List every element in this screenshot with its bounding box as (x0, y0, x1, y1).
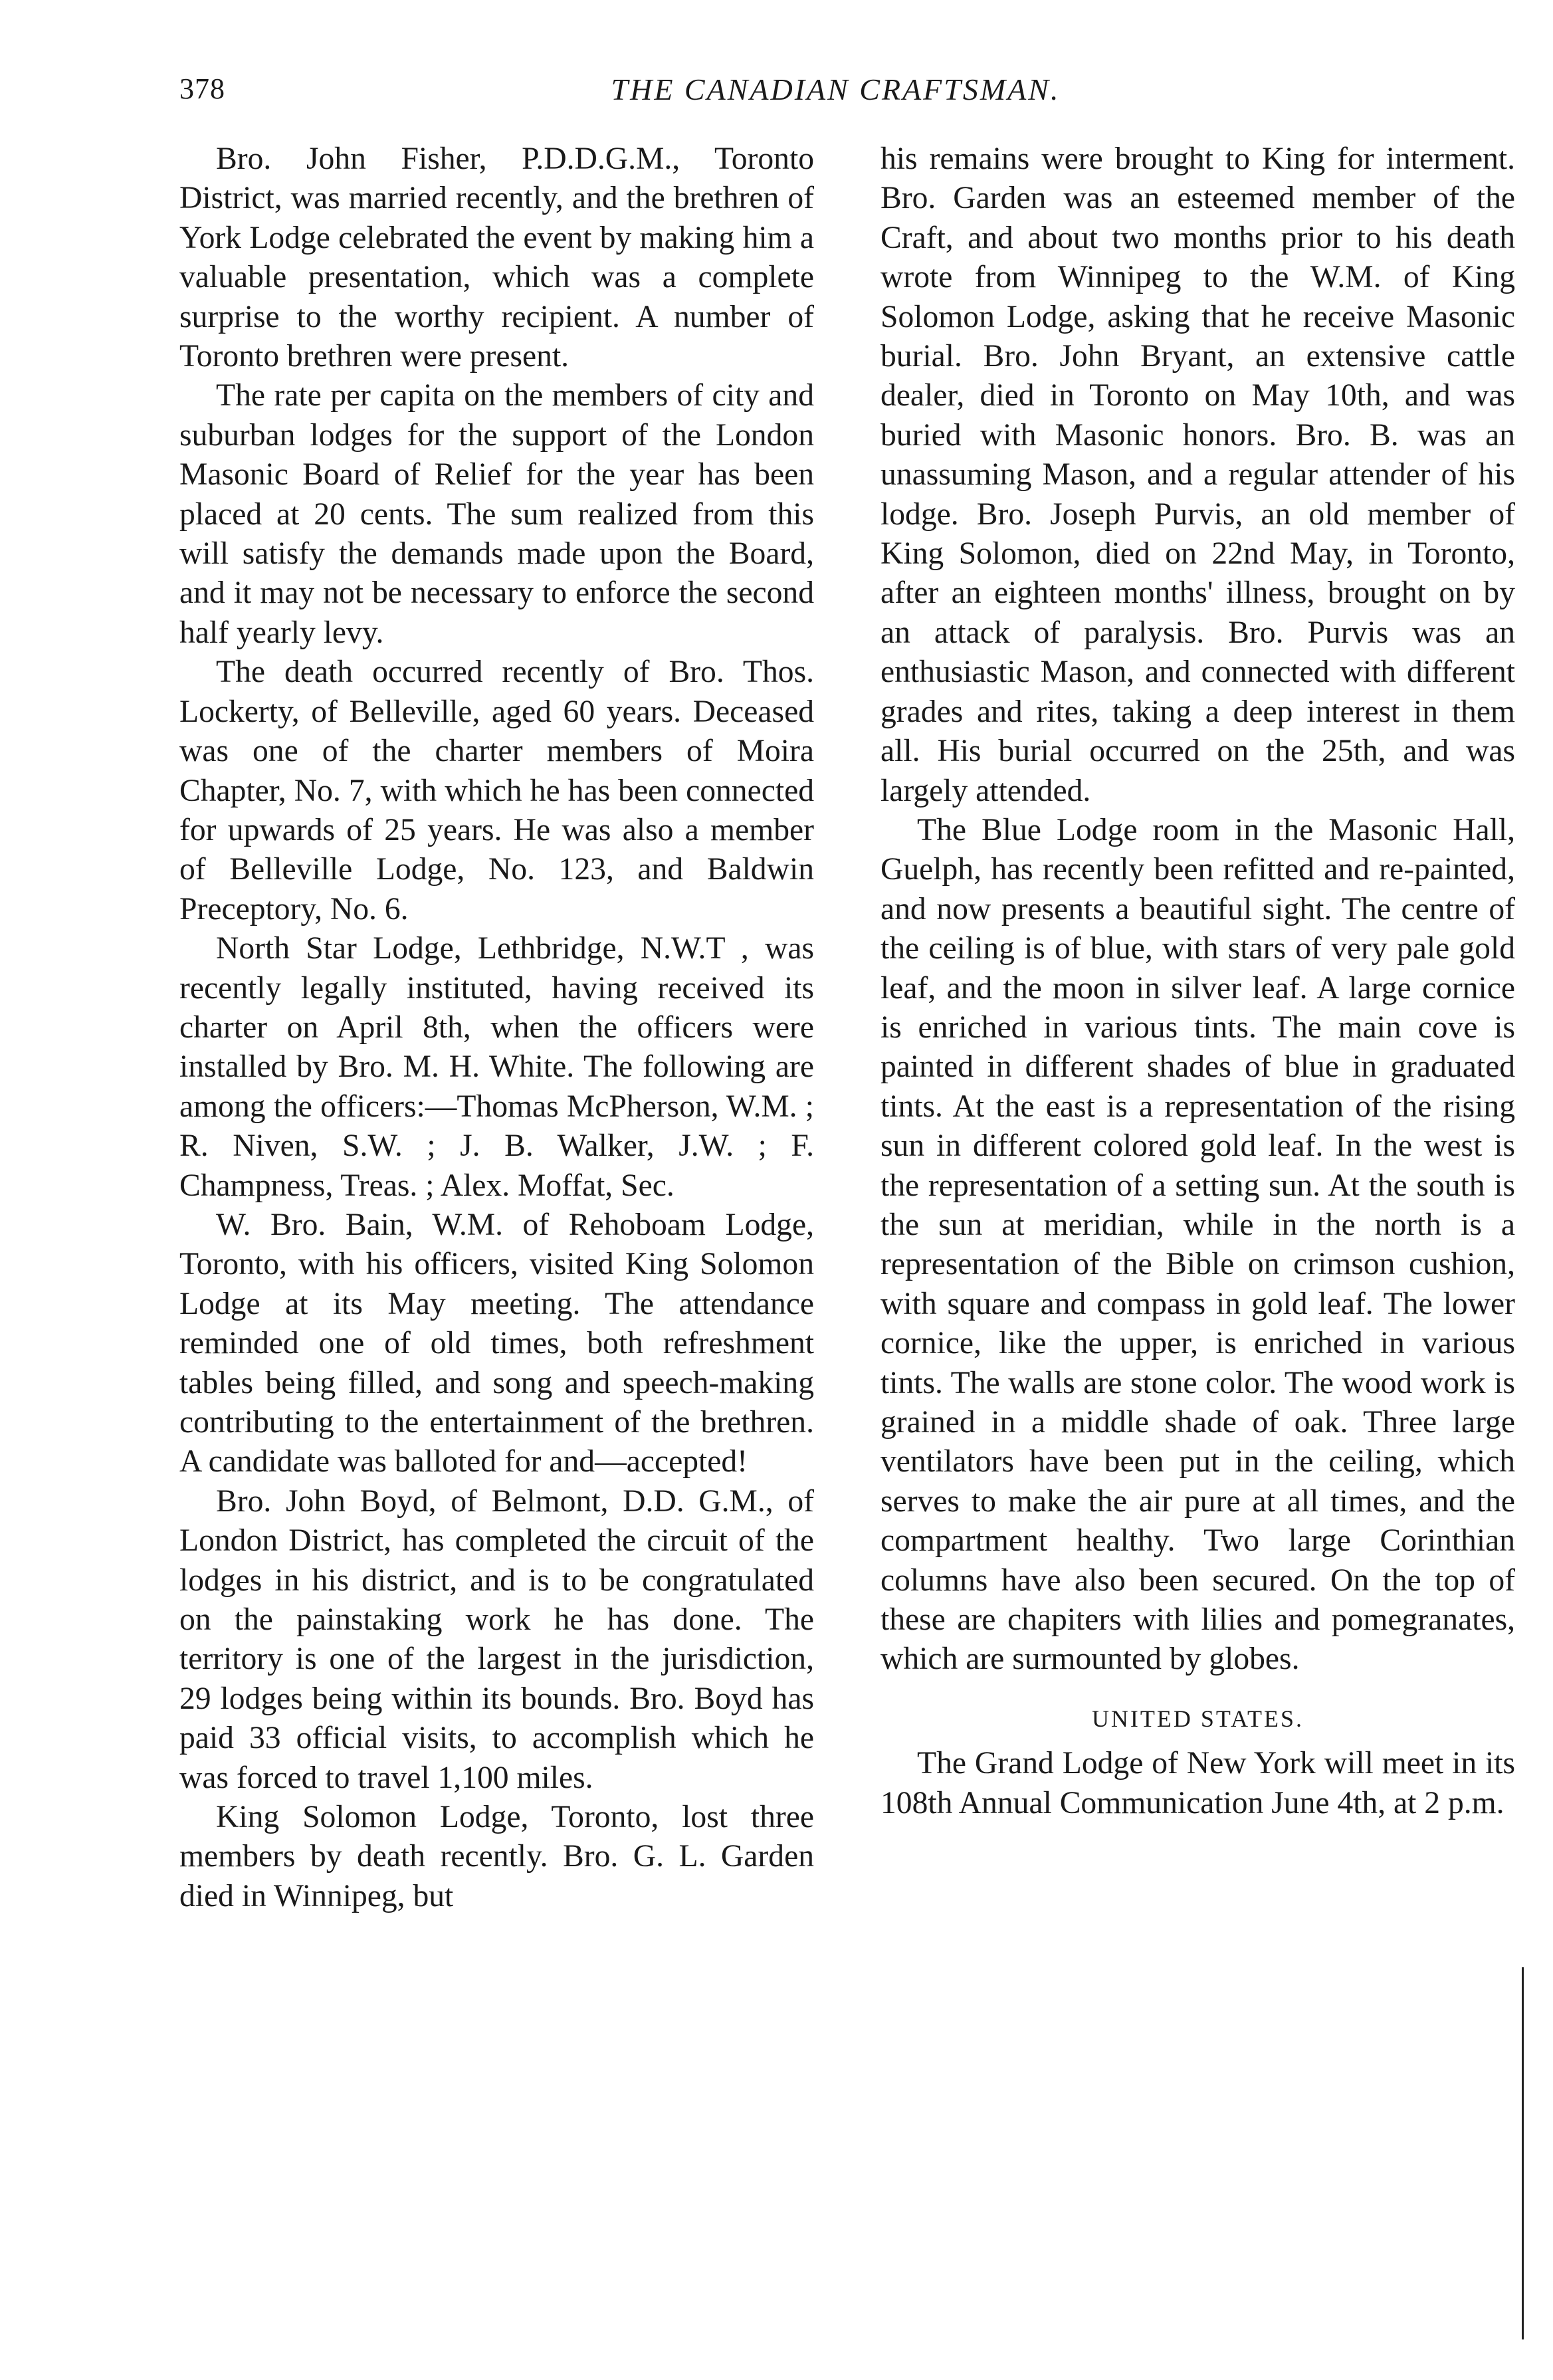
page-header (179, 72, 1492, 118)
paragraph-lockerty: The death occurred recently of Bro. Thos. Lockerty, of Belleville, aged 60 years. Deceased was one of the charter members of Moira Chapter, No. 7, with which he has been connected for upwards of 25 years. He was also a member of Belleville Lodge, No. 123, and Baldwin Preceptory, No. 6. (179, 655, 814, 926)
right-column (880, 140, 1515, 1823)
paragraph-grand-lodge-new-york: The Grand Lodge of New York will meet in its 108th Annual Communication June 4th, at 2 p.m. (880, 1746, 1515, 1820)
paragraph-board-of-relief: The rate per capita on the members of city and suburban lodges for the support of the London Masonic Board of Relief for the year has been placed at 20 cents. The sum realized from this will satisfy the demands made upon the Board, and it may not be necessary to enforce the second half yearly levy. (179, 378, 814, 650)
paragraph-rehoboam-lodge: W. Bro. Bain, W.M. of Rehoboam Lodge, Toronto, with his officers, visited King Solomon Lodge at its May meeting. The attendance reminded one of old times, both refreshment tables being filled, and song and speech-making contributing to the entertainment of the brethren. A candidate was balloted for and—accepted! (179, 1207, 814, 1479)
page-number: 378 (179, 72, 225, 105)
paragraph-fisher: Bro. John Fisher, P.D.D.G.M., Toronto District, was married recently, and the brethren of York Lodge celebrated the event by making him a valuable presentation, which was a complete surprise to the worthy recipient. A number of Toronto brethren were present. (179, 142, 814, 374)
running-title: THE CANADIAN CRAFTSMAN. (611, 72, 1061, 106)
margin-rule (1522, 1967, 1524, 2339)
paragraph-guelph-lodge-room: The Blue Lodge room in the Masonic Hall, Guelph, has recently been refitted and re-painted, and now presents a beautiful sight. The centre of the ceiling is of blue, with stars of very pale gold leaf, and the moon in silver leaf. A large cornice is enriched in various tints. The main cove is painted in different shades of blue in graduated tints. At the east is a representation of the rising sun in different colored gold leaf. In the west is the representation of a setting sun. At the south is the sun at meridian, while in the north is a representation of the Bible on crimson cushion, with square and compass in gold leaf. The lower cornice, like the upper, is enriched in various tints. The walls are stone color. The wood work is grained in a middle shade of oak. Three large ventilators have been put in the ceiling, which serves to make the air pure at all times, and the compartment healthy. Two large Corinthian columns have also been secured. On the top of these are chapiters with lilies and pomegranates, which are surmounted by globes. (880, 812, 1515, 1677)
left-column (179, 140, 814, 1916)
paragraph-north-star-lodge: North Star Lodge, Lethbridge, N.W.T , was recently legally instituted, having received its charter on April 8th, when the officers were installed by Bro. M. H. White. The following are among the officers:—Thomas McPherson, W.M. ; R. Niven, S.W. ; J. B. Walker, J.W. ; F. Champness, Treas. ; Alex. Moffat, Sec. (179, 931, 814, 1203)
paragraph-john-boyd: Bro. John Boyd, of Belmont, D.D. G.M., of London District, has completed the circuit of the lodges in his district, and is to be congratulated on the painstaking work he has done. The territory is one of the largest in the jurisdiction, 29 lodges being within its bounds. Bro. Boyd has paid 33 official visits, to accomplish which he was forced to travel 1,100 miles. (179, 1483, 814, 1795)
paragraph-garden-continuation: his remains were brought to King for interment. Bro. Garden was an esteemed member of the Craft, and about two months prior to his death wrote from Winnipeg to the W.M. of King Solomon Lodge, asking that he receive Masonic burial. Bro. John Bryant, an extensive cattle dealer, died in Toronto on May 10th, and was buried with Masonic honors. Bro. B. was an unassuming Mason, and a regular attender of his lodge. Bro. Joseph Purvis, an old member of King Solomon, died on 22nd May, in Toronto, after an eighteen months' illness, brought on by an attack of paralysis. Bro. Purvis was an enthusiastic Mason, and connected with different grades and rites, taking a deep interest in them all. His burial occurred on the 25th, and was largely attended. (880, 142, 1515, 808)
paragraph-king-solomon-lodge: King Solomon Lodge, Toronto, lost three members by death recently. Bro. G. L. Garden died in Winnipeg, but (179, 1800, 814, 1913)
section-heading-united-states: UNITED STATES. (1091, 1705, 1304, 1732)
